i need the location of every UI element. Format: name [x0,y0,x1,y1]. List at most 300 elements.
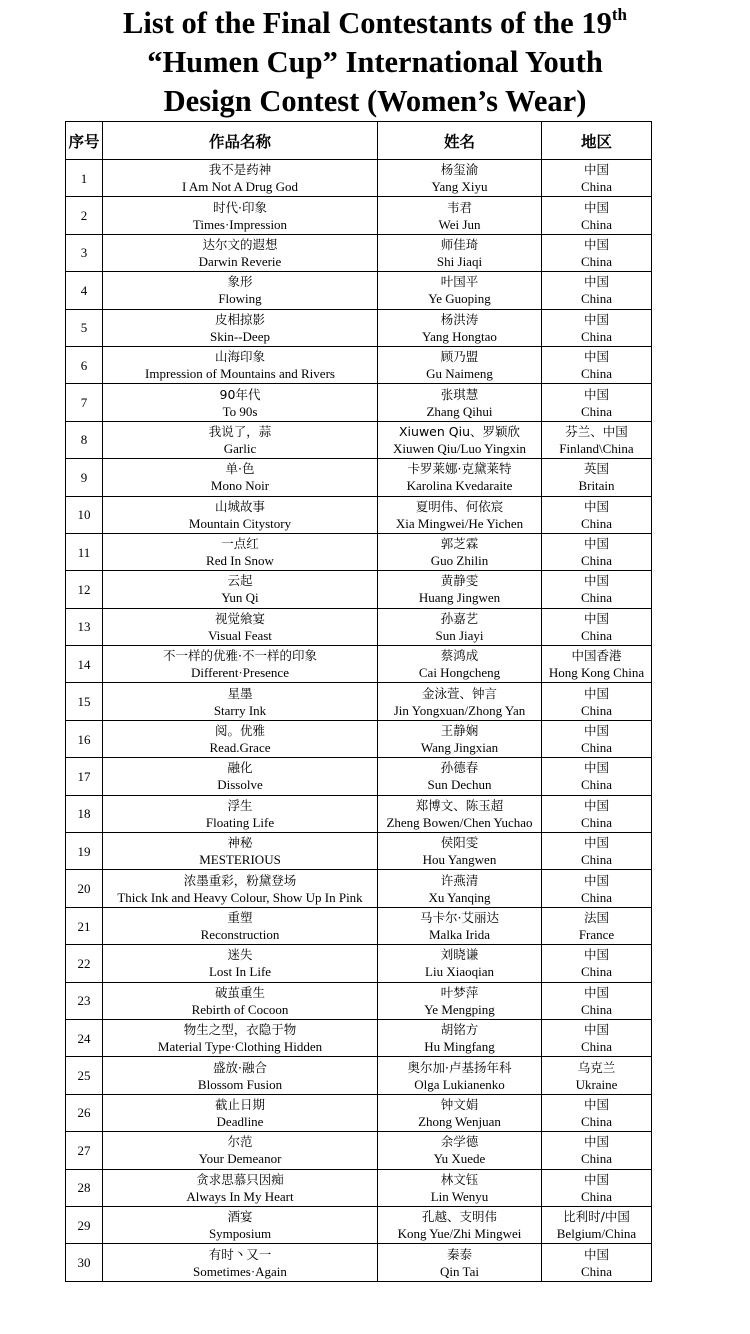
region-en: China [580,403,613,419]
cell-work-title [103,982,378,1019]
work-title-cn: 时代·印象 [213,199,267,215]
cell-region [542,720,652,757]
table-row [66,758,652,795]
work-title-cn: 单·色 [225,461,255,477]
cell-region [542,758,652,795]
work-title-en: Symposium [208,1226,272,1242]
work-title-cn: 不一样的优雅·不一样的印象 [163,648,317,664]
cell-number: 14 [66,646,103,683]
region-en: China [580,590,613,606]
region-cn: 中国 [583,1096,609,1112]
region-en: China [580,702,613,718]
work-title-en: I Am Not A Drug God [182,179,298,195]
work-title-cn: 盛放·融合 [213,1059,267,1075]
contestants-table [65,121,652,1282]
cell-region [542,234,652,271]
name-en: Xiuwen Qiu/Luo Yingxin [392,440,527,456]
name-en: Hu Mingfang [424,1039,495,1055]
table-row [66,683,652,720]
work-title-cn: 迷失 [227,947,253,963]
cell-name [378,758,542,795]
region-cn: 中国 [583,386,609,402]
region-cn: 中国 [583,274,609,290]
name-en: Shi Jiaqi [436,253,483,269]
work-title-en: Dissolve [217,777,263,793]
table-row [66,907,652,944]
region-cn: 乌克兰 [577,1059,616,1075]
table-row [66,945,652,982]
name-en: Yang Hongtao [422,328,497,344]
region-cn: 中国 [583,947,609,963]
name-en: Jin Yongxuan/Zhong Yan [393,702,526,718]
work-title-en: Mono Noir [210,478,270,494]
work-title-en: Deadline [216,1113,264,1129]
cell-region [542,571,652,608]
name-en: Cai Hongcheng [418,665,501,681]
cell-work-title [103,945,378,982]
table-row [66,533,652,570]
title-line-2: “Humen Cup” International Youth [147,45,603,79]
cell-work-title [103,1019,378,1056]
cell-number: 3 [66,234,103,271]
region-en: China [580,179,613,195]
region-cn: 中国 [583,760,609,776]
cell-work-title [103,421,378,458]
cell-number: 23 [66,982,103,1019]
cell-region [542,160,652,197]
cell-name [378,646,542,683]
work-title-en: To 90s [222,403,258,419]
region-en: China [580,889,613,905]
name-cn: 林文钰 [440,1171,479,1187]
region-cn: 中国 [583,610,609,626]
cell-region [542,272,652,309]
cell-name [378,1094,542,1131]
region-cn: 中国 [583,311,609,327]
table-row [66,870,652,907]
name-cn: 杨洪涛 [440,311,479,327]
cell-name [378,459,542,496]
title-line-1-text: List of the Final Contestants of the 19 [123,6,612,40]
table-row [66,720,652,757]
name-cn: 孙嘉艺 [440,610,479,626]
name-cn: 刘晓谦 [440,947,479,963]
region-en: China [580,852,613,868]
cell-name [378,346,542,383]
name-en: Yang Xiyu [431,179,488,195]
cell-work-title [103,1132,378,1169]
work-title-cn: 截止日期 [214,1096,265,1112]
cell-number: 12 [66,571,103,608]
work-title-en: Read.Grace [209,740,271,756]
work-title-cn: 一点红 [221,536,259,552]
work-title-cn: 阅。优雅 [214,723,265,739]
name-cn: 余学德 [440,1134,479,1150]
cell-number: 7 [66,384,103,421]
region-cn: 中国 [583,1171,609,1187]
work-title-cn: 物生之型，衣隐于物 [183,1022,297,1038]
cell-number: 22 [66,945,103,982]
cell-work-title [103,870,378,907]
table-row [66,1057,652,1094]
name-cn: 孔越、支明伟 [421,1209,497,1225]
cell-region [542,833,652,870]
work-title-en: MESTERIOUS [199,852,281,868]
work-title-cn: 视觉飨宴 [214,610,265,626]
region-en: Hong Kong China [548,665,645,681]
work-title-en: Skin--Deep [210,328,270,344]
work-title-cn: 尔范 [227,1134,253,1150]
name-en: Guo Zhilin [430,553,489,569]
cell-region [542,1094,652,1131]
work-title-en: Yun Qi [221,590,259,606]
region-en: China [580,1039,613,1055]
table-header-row [66,122,652,160]
cell-number: 9 [66,459,103,496]
region-cn: 中国 [583,984,609,1000]
region-cn: 中国 [583,685,609,701]
table-row [66,1206,652,1243]
work-title-cn: 达尔文的遐想 [202,236,278,252]
region-en: China [580,366,613,382]
cell-number: 21 [66,907,103,944]
table-row [66,234,652,271]
name-cn: 叶国平 [440,274,479,290]
cell-name [378,533,542,570]
name-cn: 张琪慧 [440,386,479,402]
cell-work-title [103,1094,378,1131]
cell-name [378,1057,542,1094]
work-title-cn: 融化 [227,760,253,776]
name-en: Ye Mengping [424,1001,495,1017]
work-title-en: Starry Ink [213,702,267,718]
cell-region [542,982,652,1019]
cell-name [378,1206,542,1243]
name-en: Malka Irida [428,927,490,942]
cell-work-title [103,833,378,870]
name-cn: 奥尔加·卢基扬年科 [407,1059,512,1075]
region-cn: 英国 [583,461,609,477]
cell-name [378,1169,542,1206]
work-title-en: Sometimes·Again [193,1263,287,1279]
cell-number: 24 [66,1019,103,1056]
cell-region [542,683,652,720]
cell-work-title [103,496,378,533]
name-cn: 胡铭方 [440,1022,479,1038]
work-title-cn: 90年代 [219,386,261,402]
cell-work-title [103,795,378,832]
name-en: Kong Yue/Zhi Mingwei [397,1226,522,1242]
cell-name [378,907,542,944]
cell-name [378,833,542,870]
work-title-en: Times·Impression [192,216,288,232]
work-title-cn: 云起 [227,573,253,589]
work-title-en: Always In My Heart [186,1188,294,1204]
name-en: Karolina Kvedaraite [406,478,513,494]
cell-name [378,1019,542,1056]
name-en: Olga Lukianenko [414,1076,505,1092]
cell-name [378,720,542,757]
work-title-cn: 我不是药神 [208,162,272,178]
region-en: China [580,328,613,344]
table-row [66,272,652,309]
region-en: China [580,1263,613,1279]
work-title-en: Your Demeanor [198,1151,282,1167]
cell-region [542,197,652,234]
name-cn: 韦君 [446,199,472,215]
cell-number: 1 [66,160,103,197]
cell-work-title [103,1057,378,1094]
cell-name [378,571,542,608]
cell-region [542,1019,652,1056]
table-row [66,421,652,458]
region-en: China [580,1188,613,1204]
work-title-en: Lost In Life [208,964,272,980]
header-region: 地区 [542,122,652,160]
cell-work-title [103,571,378,608]
region-cn: 中国 [583,872,609,888]
name-en: Ye Guoping [428,291,491,307]
work-title-cn: 星墨 [227,685,253,701]
cell-work-title [103,160,378,197]
cell-work-title [103,459,378,496]
name-cn: 许燕清 [440,872,479,888]
header-name: 姓名 [378,122,542,160]
name-cn: 郭芝霖 [440,536,479,552]
cell-name [378,160,542,197]
table-row [66,646,652,683]
name-cn: Xiuwen Qiu、罗颖欣 [398,423,520,439]
work-title-en: Different·Presence [191,665,289,681]
cell-name [378,870,542,907]
cell-region [542,608,652,645]
name-cn: 王静娴 [440,723,479,739]
cell-region [542,907,652,944]
cell-work-title [103,1169,378,1206]
cell-number: 30 [66,1244,103,1281]
table-row [66,346,652,383]
work-title-cn: 破茧重生 [214,984,265,1000]
cell-region [542,384,652,421]
table-body [66,160,652,1282]
title-superscript: th [611,5,627,24]
name-en: Yu Xuede [433,1151,486,1167]
name-cn: 师佳琦 [440,236,479,252]
cell-work-title [103,197,378,234]
header-work-title: 作品名称 [103,122,378,160]
document-title [0,4,750,121]
region-cn: 中国 [583,536,609,552]
work-title-cn: 重塑 [227,910,253,925]
name-en: Xu Yanqing [428,889,491,905]
name-en: Zheng Bowen/Chen Yuchao [386,814,533,830]
work-title-cn: 神秘 [227,835,253,851]
name-en: Zhang Qihui [426,403,493,419]
table-row [66,309,652,346]
region-cn: 中国 [583,1246,609,1262]
cell-region [542,459,652,496]
cell-name [378,1132,542,1169]
cell-work-title [103,683,378,720]
name-cn: 金泳萱、钟言 [421,685,497,701]
cell-name [378,608,542,645]
table-row [66,833,652,870]
name-en: Zhong Wenjuan [418,1113,501,1129]
work-title-en: Mountain Citystory [188,515,292,531]
cell-work-title [103,646,378,683]
cell-region [542,1206,652,1243]
cell-region [542,795,652,832]
name-cn: 卡罗莱娜·克黛莱特 [407,461,512,477]
name-cn: 秦泰 [446,1246,472,1262]
cell-name [378,795,542,832]
cell-number: 17 [66,758,103,795]
name-cn: 郑博文、陈玉超 [415,797,504,813]
table-row [66,795,652,832]
table-row [66,1132,652,1169]
cell-name [378,234,542,271]
cell-number: 29 [66,1206,103,1243]
cell-number: 28 [66,1169,103,1206]
cell-region [542,496,652,533]
table-row [66,384,652,421]
cell-number: 5 [66,309,103,346]
region-cn: 中国 [583,199,609,215]
cell-work-title [103,1206,378,1243]
cell-number: 15 [66,683,103,720]
cell-number: 8 [66,421,103,458]
cell-work-title [103,758,378,795]
region-en: China [580,515,613,531]
region-en: China [580,627,613,643]
region-en: China [580,553,613,569]
title-line-1 [0,4,750,43]
work-title-en: Red In Snow [206,553,274,569]
cell-region [542,309,652,346]
name-en: Huang Jingwen [418,590,501,606]
name-cn: 钟文娟 [440,1096,479,1112]
table-row [66,496,652,533]
work-title-cn: 象形 [227,274,253,290]
cell-name [378,309,542,346]
work-title-cn: 有时丶又一 [208,1246,272,1262]
cell-number: 10 [66,496,103,533]
table-row [66,1019,652,1056]
cell-work-title [103,1244,378,1281]
cell-name [378,982,542,1019]
region-cn: 中国 [583,797,609,813]
table-row [66,1094,652,1131]
name-en: Qin Tai [440,1263,479,1279]
region-en: Ukraine [575,1076,618,1092]
work-title-cn: 山城故事 [214,498,265,514]
region-en: China [580,291,613,307]
cell-number: 6 [66,346,103,383]
name-cn: 孙德春 [440,760,479,776]
cell-number: 16 [66,720,103,757]
title-line-3: Design Contest (Women’s Wear) [163,84,587,118]
cell-region [542,1244,652,1281]
region-cn: 中国 [583,1134,609,1150]
name-cn: 杨玺渝 [440,162,479,178]
cell-number: 26 [66,1094,103,1131]
region-cn: 中国 [583,1022,609,1038]
name-en: Lin Wenyu [430,1188,489,1204]
region-cn: 中国 [583,573,609,589]
cell-work-title [103,309,378,346]
region-en: Finland\China [559,440,634,456]
work-title-cn: 我说了，蒜 [208,423,272,439]
table-row [66,571,652,608]
cell-number: 19 [66,833,103,870]
table-row [66,160,652,197]
name-en: Wang Jingxian [420,740,499,756]
region-cn: 中国 [583,236,609,252]
region-en: China [580,216,613,232]
work-title-en: Flowing [218,291,262,307]
work-title-en: Reconstruction [200,927,280,942]
header-number: 序号 [66,122,103,160]
work-title-en: Impression of Mountains and Rivers [145,366,335,382]
cell-number: 13 [66,608,103,645]
region-en: China [580,777,613,793]
cell-number: 20 [66,870,103,907]
name-cn: 侯阳雯 [440,835,479,851]
cell-work-title [103,608,378,645]
table-row [66,1244,652,1281]
name-cn: 蔡鸿成 [440,648,479,664]
region-en: China [580,1113,613,1129]
work-title-en: Blossom Fusion [197,1076,283,1092]
cell-name [378,421,542,458]
cell-name [378,384,542,421]
cell-name [378,683,542,720]
table-row [66,608,652,645]
table-row [66,982,652,1019]
name-cn: 马卡尔·艾丽达 [420,910,499,925]
cell-region [542,870,652,907]
work-title-en: Thick Ink and Heavy Colour, Show Up In Pink [117,889,363,905]
region-cn: 中国 [583,835,609,851]
name-cn: 叶梦萍 [440,984,479,1000]
cell-number: 27 [66,1132,103,1169]
cell-region [542,1132,652,1169]
cell-name [378,197,542,234]
work-title-cn: 贪求思慕只因痴 [196,1171,284,1187]
name-cn: 黄静雯 [440,573,479,589]
work-title-cn: 浓墨重彩，粉黛登场 [183,872,297,888]
table-row [66,459,652,496]
cell-region [542,533,652,570]
cell-number: 4 [66,272,103,309]
cell-number: 18 [66,795,103,832]
region-en: China [580,1151,613,1167]
work-title-en: Darwin Reverie [198,253,282,269]
region-cn: 芬兰、中国 [565,423,628,439]
cell-work-title [103,720,378,757]
name-en: Xia Mingwei/He Yichen [395,515,524,531]
work-title-en: Floating Life [205,814,275,830]
work-title-en: Rebirth of Cocoon [191,1001,289,1017]
region-cn: 比利时/中国 [563,1209,630,1225]
region-en: France [578,927,615,942]
region-cn: 法国 [583,910,609,925]
cell-region [542,421,652,458]
work-title-cn: 山海印象 [214,349,265,365]
cell-region [542,1057,652,1094]
cell-region [542,646,652,683]
region-cn: 中国 [583,498,609,514]
